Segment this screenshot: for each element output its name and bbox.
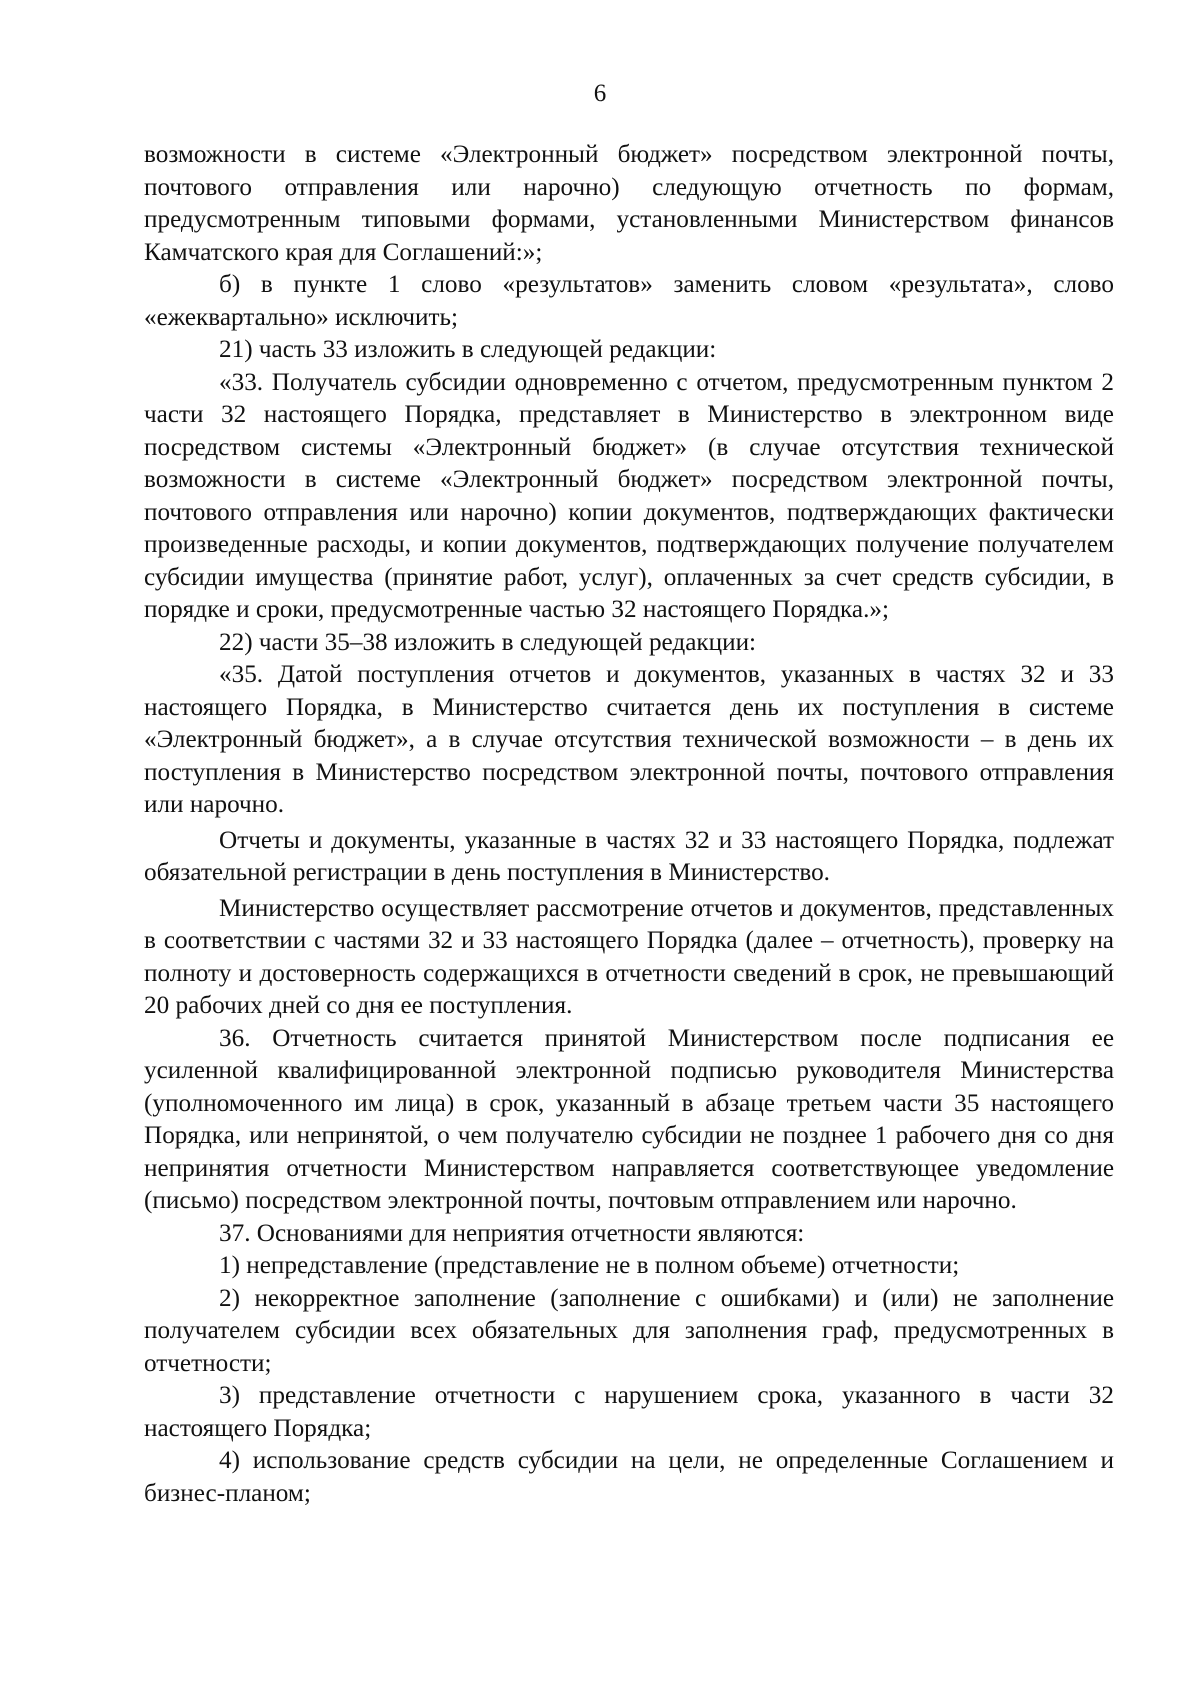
paragraph-ministry-review: Министерство осуществляет рассмотрение отчетов и документов, представленных в соответствии с частями 32 и 33 настоящего Порядка (далее – отчетность), проверку на полноту и достоверность содержащихся в отчетности сведений в срок, не превышающий 20 рабочих дней со дня ее поступления.: [144, 894, 1114, 1019]
paragraph-part-37: 37. Основаниями для неприятия отчетности являются:: [219, 1219, 805, 1247]
page-number: 6: [593, 80, 607, 107]
document-body: [144, 139, 1114, 1510]
paragraph-item-21: 21) часть 33 изложить в следующей редакции:: [219, 336, 717, 363]
paragraph-continuation: возможности в системе «Электронный бюджет» посредством электронной почты, почтового отправления или нарочно) следующую отчетность по формам, предусмотренным типовыми формами, установленными Министерством финансов Камчатского края для Соглашений:»;: [144, 141, 1114, 266]
list-item-4: 4) использование средств субсидии на цели, не определенные Соглашением и бизнес-планом;: [144, 1447, 1114, 1507]
paragraph-item-22: 22) части 35–38 изложить в следующей редакции:: [219, 628, 757, 656]
paragraph-part-33: «33. Получатель субсидии одновременно с отчетом, предусмотренным пунктом 2 части 32 настоящего Порядка, представляет в Министерство в электронном виде посредством системы «Электронный бюджет» (в случае отсутствия технической возможности в системе «Электронный бюджет» посредством электронной почты, почтового отправления или нарочно) копии документов, подтверждающих фактически произведенные расходы, и копии документов, подтверждающих получение получателем субсидии имущества (принятие работ, услуг), оплаченных за счет средств субсидии, в порядке и сроки, предусмотренные частью 32 настоящего Порядка.»;: [144, 368, 1114, 623]
list-item-1: 1) непредставление (представление не в полном объеме) отчетности;: [219, 1252, 960, 1279]
list-item-3: 3) представление отчетности с нарушением срока, указанного в части 32 настоящего Порядка;: [144, 1382, 1114, 1442]
paragraph-item-b: б) в пункте 1 слово «результатов» заменить словом «результата», слово «ежеквартально» исключить;: [144, 271, 1114, 331]
list-item-2: 2) некорректное заполнение (заполнение с ошибками) и (или) не заполнение получателем субсидии всех обязательных для заполнения граф, предусмотренных в отчетности;: [144, 1284, 1114, 1377]
paragraph-part-36: 36. Отчетность считается принятой Министерством после подписания ее усиленной квалифицированной электронной подписью руководителя Министерства (уполномоченного им лица) в срок, указанный в абзаце третьем части 35 настоящего Порядка, или непринятой, о чем получателю субсидии не позднее 1 рабочего дня со дня непринятия отчетности Министерством направляется соответствующее уведомление (письмо) посредством электронной почты, почтовым отправлением или нарочно.: [144, 1024, 1114, 1214]
paragraph-part-35: «35. Датой поступления отчетов и документов, указанных в частях 32 и 33 настоящего Порядка, в Министерство считается день их поступления в системе «Электронный бюджет», а в случае отсутствия технической возможности – в день их поступления в Министерство посредством электронной почты, почтового отправления или нарочно.: [144, 661, 1114, 818]
paragraph-reports-registration: Отчеты и документы, указанные в частях 32 и 33 настоящего Порядка, подлежат обязательной регистрации в день поступления в Министерство.: [144, 826, 1114, 886]
